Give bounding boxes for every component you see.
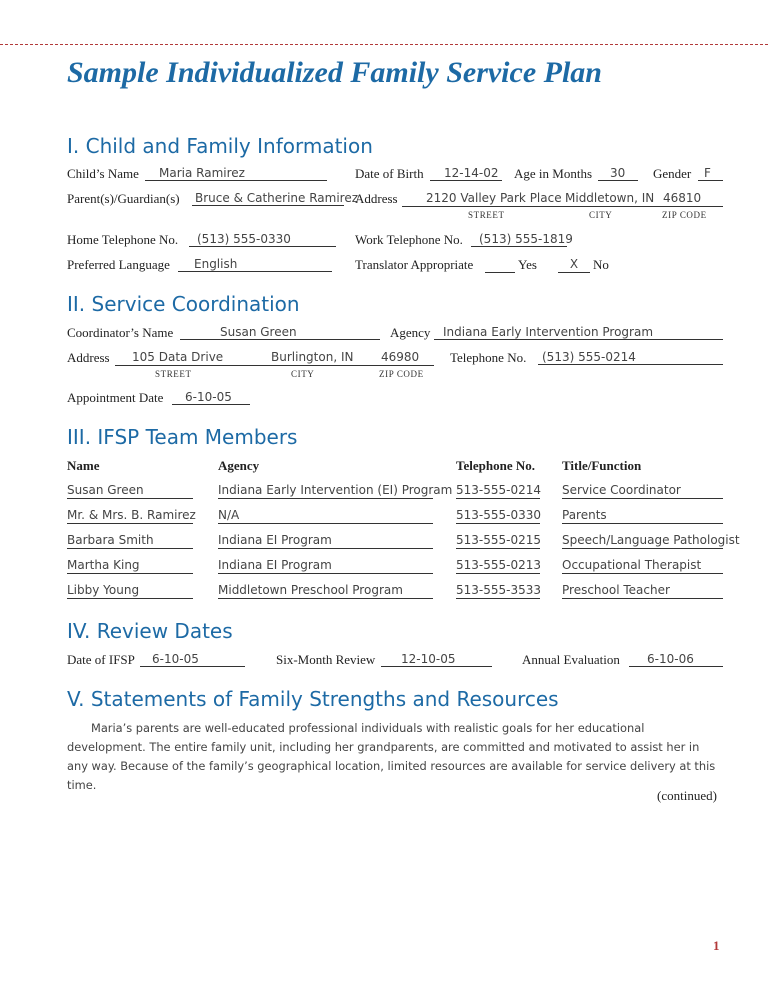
annual-label: Annual Evaluation (522, 652, 620, 667)
coord-address-label: Address (67, 350, 110, 365)
coord-zip-caption: ZIP CODE (379, 369, 424, 379)
age-label: Age in Months (514, 166, 592, 181)
coord-street-caption: STREET (155, 369, 192, 379)
team-row-title[interactable]: Preschool Teacher (562, 582, 723, 599)
col-header-title: Title/Function (562, 458, 642, 473)
address-street: 2120 Valley Park Place (426, 191, 562, 205)
parent-field[interactable]: Bruce & Catherine Ramirez (192, 190, 344, 206)
translator-label: Translator Appropriate (355, 257, 474, 272)
address-city: Middletown, IN (565, 191, 655, 205)
coord-street: 105 Data Drive (132, 350, 224, 364)
coord-zip: 46980 (381, 350, 420, 364)
team-row-phone[interactable]: 513-555-0330 (456, 508, 542, 522)
section-1-heading: I. Child and Family Information (67, 134, 373, 158)
annual-field[interactable]: 6-10-06 (629, 651, 723, 667)
appointment-label: Appointment Date (67, 390, 164, 405)
language-field[interactable]: English (178, 256, 332, 272)
six-month-label: Six-Month Review (276, 652, 376, 667)
page-title: Sample Individualized Family Service Plan (67, 56, 602, 89)
team-row-name[interactable]: Susan Green (67, 482, 193, 499)
team-row-phone[interactable]: 513-555-0213 (456, 558, 542, 572)
translator-yes-label: Yes (518, 257, 537, 272)
language-label: Preferred Language (67, 257, 170, 272)
age-field[interactable]: 30 (598, 165, 638, 181)
child-name-field[interactable]: Maria Ramirez (145, 165, 327, 181)
coord-city-caption: CITY (291, 369, 315, 379)
team-row-agency[interactable]: Middletown Preschool Program (218, 582, 433, 599)
home-phone-field[interactable]: (513) 555-0330 (189, 231, 336, 247)
six-month-field[interactable]: 12-10-05 (381, 651, 492, 667)
team-row-title[interactable]: Service Coordinator (562, 482, 723, 499)
work-phone-label: Work Telephone No. (355, 232, 463, 247)
translator-no-field[interactable]: X (558, 256, 590, 273)
city-caption: CITY (589, 210, 613, 220)
coord-city: Burlington, IN (271, 350, 354, 364)
team-row-agency[interactable]: Indiana EI Program (218, 557, 433, 574)
section-2-heading: II. Service Coordination (67, 292, 300, 316)
team-row-phone[interactable]: 513-555-0214 (456, 483, 542, 497)
ifsp-date-label: Date of IFSP (67, 652, 135, 667)
team-row-name[interactable]: Barbara Smith (67, 532, 193, 549)
page-number: 1 (713, 938, 720, 953)
parent-label: Parent(s)/Guardian(s) (67, 191, 180, 206)
section-3-heading: III. IFSP Team Members (67, 425, 298, 449)
address-zip: 46810 (663, 191, 702, 205)
coord-phone-field[interactable]: (513) 555-0214 (538, 349, 723, 365)
team-row-name[interactable]: Libby Young (67, 582, 193, 599)
team-row-agency[interactable]: N/A (218, 507, 433, 524)
team-row-title[interactable]: Speech/Language Pathologist (562, 533, 740, 547)
team-row-agency[interactable]: Indiana Early Intervention (EI) Program (218, 483, 453, 497)
ifsp-date-field[interactable]: 6-10-05 (140, 651, 245, 667)
translator-yes-field[interactable] (485, 256, 515, 273)
gender-field[interactable]: F (698, 165, 723, 181)
continued-note: (continued) (657, 788, 717, 803)
street-caption: STREET (468, 210, 505, 220)
team-row-title[interactable]: Parents (562, 507, 723, 524)
appointment-field[interactable]: 6-10-05 (172, 389, 250, 405)
col-header-name: Name (67, 458, 100, 473)
team-row-name[interactable]: Martha King (67, 557, 193, 574)
child-name-label: Child’s Name (67, 166, 139, 181)
col-header-agency: Agency (218, 458, 260, 473)
translator-no-label: No (593, 257, 609, 272)
agency-field[interactable]: Indiana Early Intervention Program (434, 324, 723, 340)
coord-phone-label: Telephone No. (450, 350, 527, 365)
family-strengths-paragraph: Maria’s parents are well-educated professional individuals with realistic goals for her educational development. The entire family unit, including her grandparents, are committed and motivated to assist her in any way. Because of the family’s geographical location, limited resources are available for service delivery at this time. (67, 721, 716, 792)
zip-caption: ZIP CODE (662, 210, 707, 220)
home-phone-label: Home Telephone No. (67, 232, 179, 247)
team-row-title[interactable]: Occupational Therapist (562, 557, 723, 574)
agency-label: Agency (390, 325, 431, 340)
team-row-phone[interactable]: 513-555-0215 (456, 533, 542, 547)
team-row-name[interactable]: Mr. & Mrs. B. Ramirez (67, 508, 196, 522)
col-header-phone: Telephone No. (456, 458, 535, 473)
dashed-top-border (0, 44, 768, 45)
gender-label: Gender (653, 166, 692, 181)
team-row-agency[interactable]: Indiana EI Program (218, 532, 433, 549)
team-row-phone[interactable]: 513-555-3533 (456, 583, 542, 597)
address-label: Address (355, 191, 398, 206)
work-phone-field[interactable]: (513) 555-1819 (471, 231, 567, 247)
section-4-heading: IV. Review Dates (67, 619, 233, 643)
dob-label: Date of Birth (355, 166, 424, 181)
section-5-heading: V. Statements of Family Strengths and Resources (67, 687, 559, 711)
coordinator-label: Coordinator’s Name (67, 325, 174, 340)
dob-field[interactable]: 12-14-02 (430, 165, 502, 181)
coordinator-field[interactable]: Susan Green (180, 324, 380, 340)
